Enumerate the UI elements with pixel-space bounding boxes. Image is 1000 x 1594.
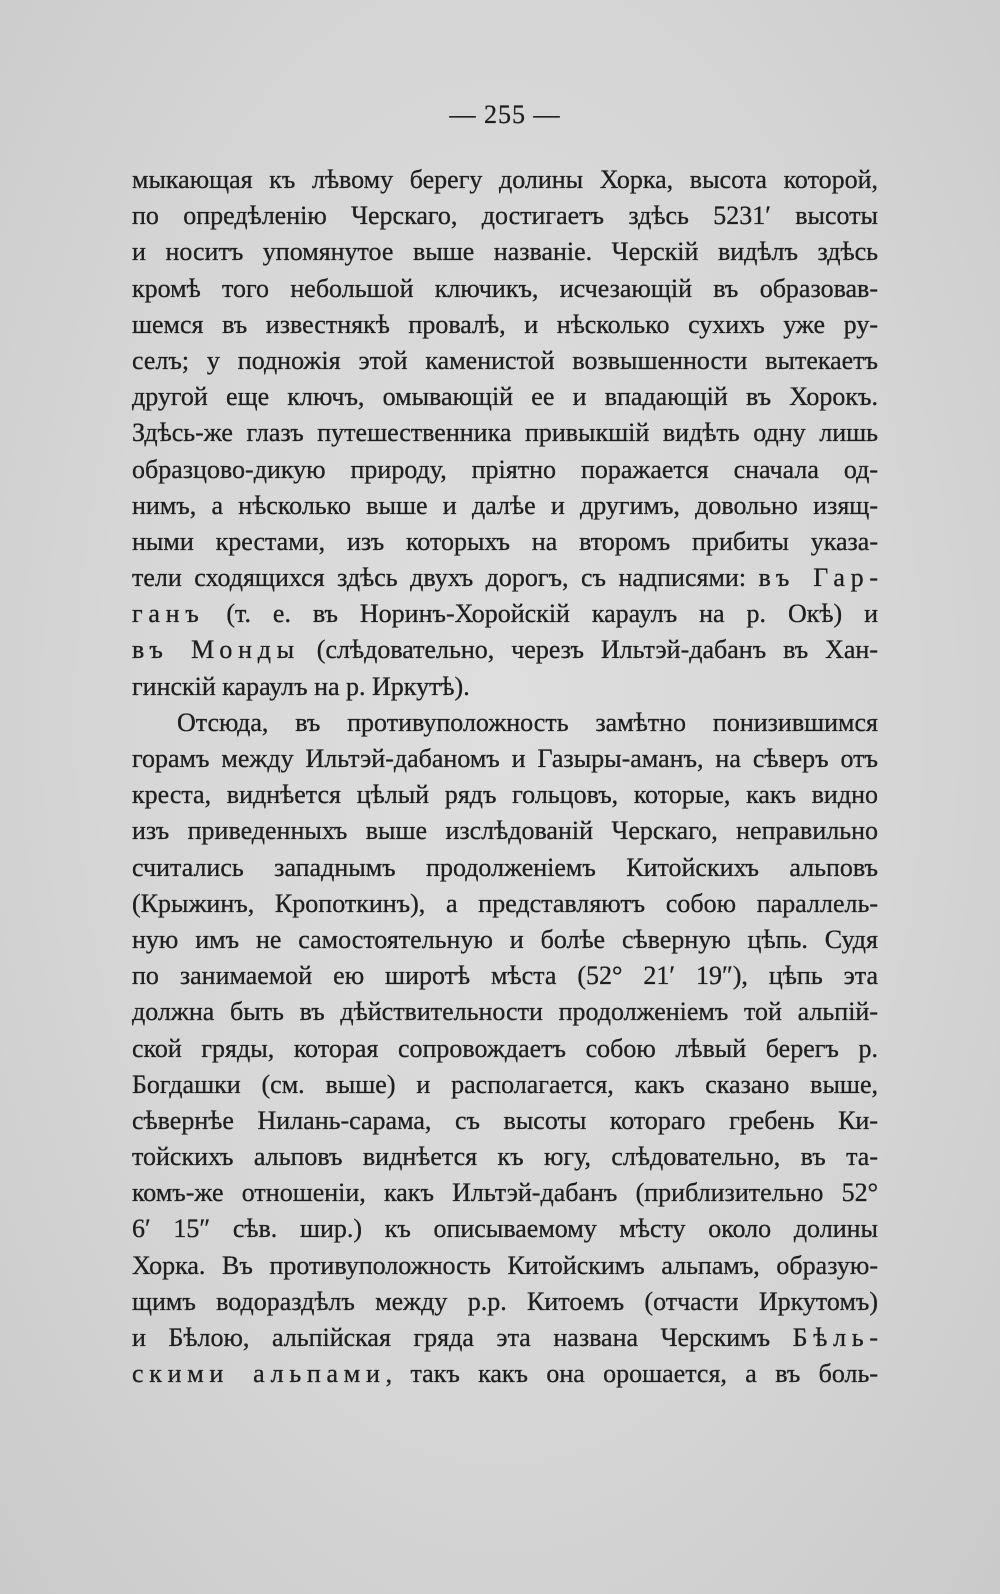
text-line: щимъ водораздѣлъ между р.р. Китоемъ (отчасти Иркутомъ) [132, 1286, 878, 1316]
paragraph [132, 705, 884, 1393]
paragraph [132, 162, 884, 705]
text-line: считались западнымъ продолженіемъ Китойскихъ альповъ [132, 852, 878, 882]
text-line: кромѣ того небольшой ключикъ, исчезающій въ образовав- [132, 273, 878, 303]
text-line: по занимаемой ею широтѣ мѣста (52° 21′ 19″), цѣпь эта [132, 961, 878, 991]
text-line: ную имъ не самостоятельную и болѣе сѣверную цѣпь. Судя [132, 924, 878, 954]
emphasized-text: Бѣль- [792, 1323, 884, 1352]
text-line: шемся въ известнякѣ провалѣ, и нѣсколько сухихъ уже ру- [132, 309, 878, 339]
text-line: (Крыжинъ, Кропоткинъ), а представляютъ собою параллель- [132, 888, 878, 918]
text-line: ской гряды, которая сопровождаетъ собою лѣвый берегъ р. [132, 1033, 878, 1063]
text-line: креста, виднѣется цѣлый рядъ гольцовъ, которые, какъ видно [132, 780, 878, 810]
text-line [132, 560, 884, 596]
text-line: Здѣсь-же глазъ путешественника привыкшій видѣть одну лишь [132, 418, 878, 448]
text-line: и носитъ упомянутое выше названіе. Черскій видѣлъ здѣсь [132, 237, 878, 267]
text-line: ными крестами, изъ которыхъ на второмъ прибиты указа- [132, 526, 878, 556]
text-run: (т. е. въ Норинъ-Хоройскій караулъ на р. Окѣ) и [204, 599, 878, 629]
text-line: 6′ 15″ сѣв. шир.) къ описываемому мѣсту около долины [132, 1214, 878, 1244]
emphasized-text: скими альпами [132, 1359, 386, 1389]
text-line: комъ-же отношеніи, какъ Ильтэй-дабанъ (приблизительно 52° [132, 1178, 878, 1208]
text-line: Богдашки (см. выше) и располагается, какъ сказано выше, [132, 1069, 878, 1099]
text-line: нимъ, а нѣсколько выше и далѣе и другимъ, довольно изящ- [132, 490, 878, 520]
text-line: мыкающая къ лѣвому берегу долины Хорка, высота которой, [132, 165, 878, 194]
text-line: гинскій караулъ на р. Иркутѣ). [132, 671, 470, 701]
emphasized-text: ганъ [132, 599, 205, 629]
text-line [132, 596, 878, 632]
text-line: селъ; у подножія этой каменистой возвышенности вытекаетъ [132, 345, 878, 375]
emphasized-text: въ Гар- [758, 563, 884, 593]
text-line: по опредѣленію Черскаго, достигаетъ здѣсь 5231′ высоты [132, 201, 878, 231]
text-line: должна быть въ дѣйствительности продолженіемъ той альпій- [132, 997, 878, 1027]
text-line: Хорка. Въ противуположность Китойскимъ альпамъ, образую- [132, 1250, 878, 1280]
text-run: и Бѣлою, альпійская гряда эта названа Черскимъ [132, 1323, 793, 1352]
text-line: сѣвернѣе Нилань-сарама, съ высоты котораго гребень Ки- [132, 1105, 878, 1135]
text-line: другой еще ключъ, омывающій ее и впадающій въ Хорокъ. [132, 382, 878, 412]
text-line [132, 1356, 878, 1392]
text-run: , такъ какъ она орошается, а въ боль- [385, 1359, 878, 1389]
page-number: — 255 — [449, 100, 561, 129]
text-run: (слѣдовательно, черезъ Ильтэй-дабанъ въ Хан- [299, 635, 878, 665]
text-line: горамъ между Ильтэй-дабаномъ и Газыры-аманъ, на сѣверъ отъ [132, 744, 878, 773]
text-line: тойскихъ альповъ виднѣется къ югу, слѣдовательно, въ та- [132, 1142, 878, 1172]
emphasized-text: въ Монды [132, 635, 300, 665]
text-line: изъ приведенныхъ выше изслѣдованій Черскаго, неправильно [132, 816, 878, 846]
text-line [132, 1320, 884, 1356]
body-text [132, 162, 884, 1392]
text-line: Отсюда, въ противуположность замѣтно понизившимся [177, 707, 878, 737]
text-line: образцово-дикую природу, пріятно поражается сначала од- [132, 454, 878, 484]
text-line [132, 632, 878, 668]
text-run: тели сходящихся здѣсь двухъ дорогъ, съ надписями: [132, 563, 759, 593]
